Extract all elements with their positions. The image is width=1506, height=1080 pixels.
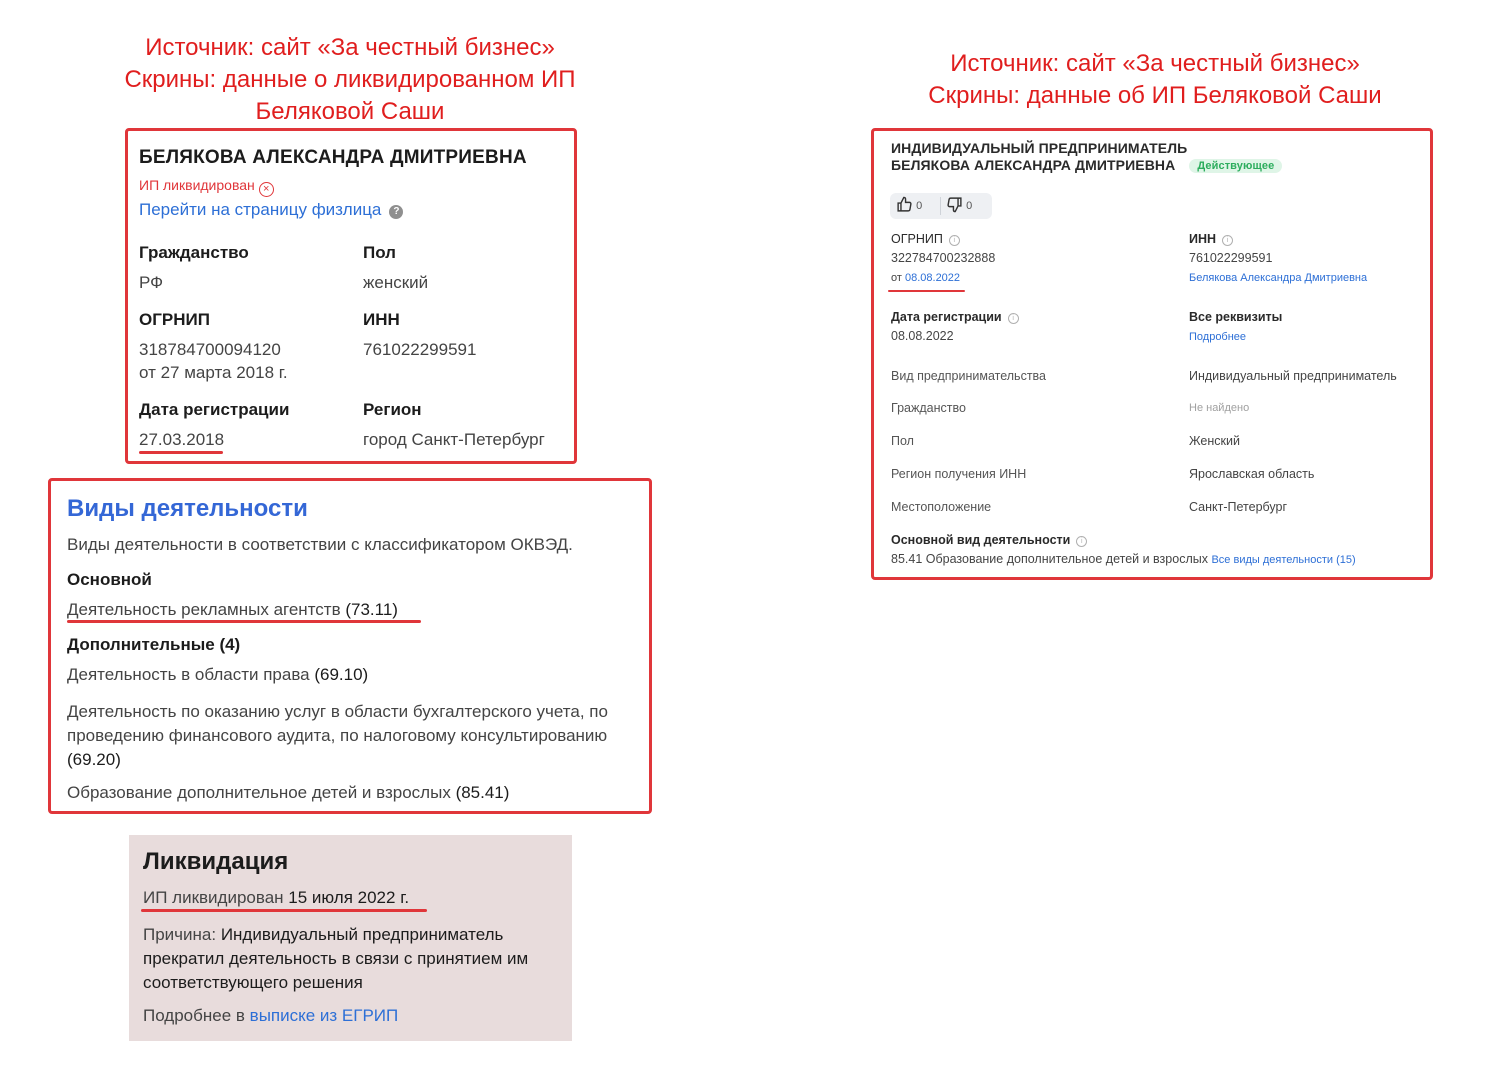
dislike-count: 0 <box>966 200 973 212</box>
ogrnip-date: от 27 марта 2018 г. <box>139 363 288 382</box>
more-label: Подробнее в <box>143 1006 245 1025</box>
inn-region-label: Регион получения ИНН <box>891 467 1027 481</box>
activity-item <box>67 783 509 803</box>
extra-activities-heading: Дополнительные (4) <box>67 635 241 654</box>
gender-value: женский <box>363 273 429 292</box>
region-value: город Санкт-Петербург <box>363 430 545 449</box>
location-label: Местоположение <box>891 500 992 514</box>
main-activity-label-text: Основной вид деятельности <box>891 533 1071 547</box>
right-caption-line2: Скрины: данные об ИП Беляковой Саши <box>928 82 1382 109</box>
registration-date-label-text: Дата регистрации <box>891 310 1002 324</box>
business-type-value: Индивидуальный предприниматель <box>1189 369 1397 383</box>
registration-date-label <box>891 310 1019 324</box>
like-button[interactable] <box>896 196 922 213</box>
inn-label: ИНН <box>363 310 400 329</box>
ogrnip-date <box>891 272 960 284</box>
activity-text-line2: проведению финансового аудита, по налоговому консультированию <box>67 726 608 745</box>
egrip-extract-link[interactable]: выписке из ЕГРИП <box>249 1006 399 1025</box>
thumbs-down-icon[interactable] <box>946 196 963 213</box>
ogrnip-label <box>891 232 960 246</box>
activity-text: Деятельность в области права <box>67 665 310 684</box>
ip-status-label: ИП ликвидирован <box>139 177 255 193</box>
main-activity-value: 85.41 Образование дополнительное детей и взрослых <box>891 552 1208 566</box>
person-page-link[interactable] <box>139 200 403 220</box>
activity-text: Образование дополнительное детей и взрослых <box>67 783 451 802</box>
right-caption <box>860 48 1450 112</box>
liquidation-more <box>143 1006 398 1026</box>
inn-owner-link[interactable]: Белякова Александра Дмитриевна <box>1189 272 1368 284</box>
highlight-underline <box>888 290 965 292</box>
main-activity-row <box>891 552 1356 566</box>
inn-label <box>1189 232 1233 246</box>
ogrnip-label-text: ОГРНИП <box>891 232 943 246</box>
left-caption-line3: Беляковой Саши <box>255 98 445 125</box>
inn-label-text: ИНН <box>1189 232 1217 246</box>
close-circle-icon: × <box>259 182 274 197</box>
info-icon[interactable]: i <box>1222 235 1233 246</box>
business-type-label: Вид предпринимательства <box>891 369 1046 383</box>
citizenship-value: Не найдено <box>1189 402 1250 414</box>
activity-item <box>67 700 608 772</box>
requisites-label: Все реквизиты <box>1189 310 1283 324</box>
registration-date-value: 08.08.2022 <box>891 329 954 343</box>
thumbs-up-icon[interactable] <box>896 196 913 213</box>
ip-type: ИНДИВИДУАЛЬНЫЙ ПРЕДПРИНИМАТЕЛЬ <box>891 140 1188 156</box>
ogrnip-date-link[interactable]: 08.08.2022 <box>904 272 961 284</box>
left-caption-line2: Скрины: данные о ликвидированном ИП <box>124 66 576 93</box>
activities-title: Виды деятельности <box>67 495 308 522</box>
reason-text-line1: Индивидуальный предприниматель <box>220 925 504 944</box>
liquidation-reason <box>143 923 528 995</box>
registration-date-label: Дата регистрации <box>139 400 290 419</box>
inn-region-value: Ярославская область <box>1189 467 1315 481</box>
gender-value: Женский <box>1189 434 1240 448</box>
liquidation-status <box>143 888 409 908</box>
activity-code: (85.41) <box>455 783 510 802</box>
dislike-button[interactable] <box>946 196 972 213</box>
ip-status <box>139 177 274 197</box>
activities-subtitle: Виды деятельности в соответствии с классификатором ОКВЭД. <box>67 535 573 554</box>
gender-label: Пол <box>363 243 396 262</box>
main-activity-heading: Основной <box>67 570 152 589</box>
citizenship-label: Гражданство <box>891 401 966 415</box>
liquidation-status-label: ИП ликвидирован <box>143 888 284 907</box>
liquidation-panel <box>129 835 572 1041</box>
inn-value: 761022299591 <box>1189 251 1273 265</box>
activity-code: (69.10) <box>314 665 369 684</box>
inn-value: 761022299591 <box>363 340 477 359</box>
main-activity-text: Деятельность рекламных агентств <box>67 600 341 619</box>
location-value: Санкт-Петербург <box>1189 500 1288 514</box>
info-icon[interactable]: i <box>1008 313 1019 324</box>
votes-widget <box>890 193 992 219</box>
liquidated-ip-card <box>125 128 577 464</box>
highlight-underline <box>139 451 223 454</box>
activity-text-line1: Деятельность по оказанию услуг в области бухгалтерского учета, по <box>67 702 608 721</box>
activity-item <box>67 665 368 685</box>
requisites-link[interactable]: Подробнее <box>1189 331 1247 343</box>
info-icon[interactable]: i <box>949 235 960 246</box>
liquidation-title: Ликвидация <box>143 848 289 875</box>
ip-name-row <box>891 157 1282 173</box>
reason-text-line2: прекратил деятельность в связи с принятием им <box>143 949 529 968</box>
ip-name: БЕЛЯКОВА АЛЕКСАНДРА ДМИТРИЕВНА <box>891 157 1176 173</box>
left-caption <box>60 32 640 128</box>
gender-label: Пол <box>891 434 914 448</box>
question-icon[interactable]: ? <box>389 205 403 219</box>
citizenship-label: Гражданство <box>139 243 249 262</box>
activity-code: (69.20) <box>67 750 121 769</box>
ip-name: БЕЛЯКОВА АЛЕКСАНДРА ДМИТРИЕВНА <box>139 147 527 168</box>
region-label: Регион <box>363 400 422 419</box>
ogrnip-value: 318784700094120 <box>139 340 281 359</box>
activities-card <box>48 478 652 814</box>
reason-label: Причина: <box>143 925 217 944</box>
ogrnip-label: ОГРНИП <box>139 310 210 329</box>
registration-date-value: 27.03.2018 <box>139 430 225 449</box>
main-activity-code: (73.11) <box>345 600 398 619</box>
ogrnip-value: 322784700232888 <box>891 251 996 265</box>
status-badge: Действующее <box>1189 159 1282 173</box>
person-page-link-label[interactable]: Перейти на страницу физлица <box>139 200 382 219</box>
highlight-underline <box>141 909 427 912</box>
highlight-underline <box>67 620 421 623</box>
citizenship-value: РФ <box>139 273 164 292</box>
main-activity-item <box>67 600 398 620</box>
right-caption-line1: Источник: сайт «За честный бизнес» <box>950 50 1360 77</box>
main-activity-label <box>891 533 1087 547</box>
all-activities-link[interactable]: Все виды деятельности (15) <box>1211 554 1356 566</box>
like-count: 0 <box>916 200 923 212</box>
left-caption-line1: Источник: сайт «За честный бизнес» <box>145 34 555 61</box>
liquidation-date: 15 июля 2022 г. <box>288 888 410 907</box>
ogrnip-date-prefix: от <box>891 272 902 284</box>
active-ip-card <box>871 128 1433 580</box>
info-icon[interactable]: i <box>1076 536 1087 547</box>
reason-text-line3: соответствующего решения <box>143 973 363 992</box>
